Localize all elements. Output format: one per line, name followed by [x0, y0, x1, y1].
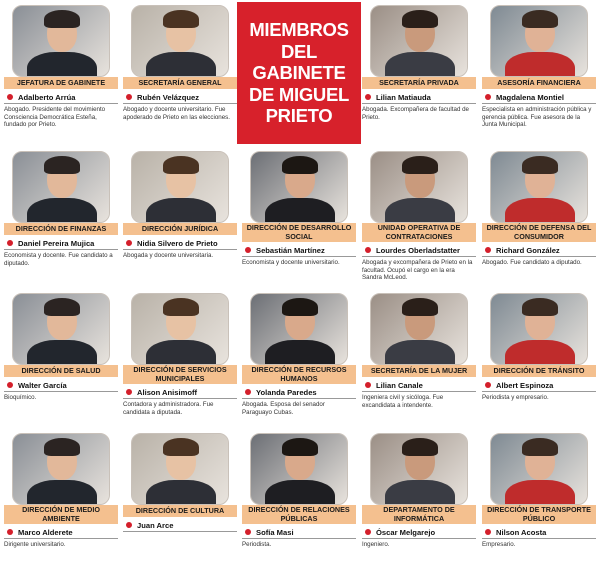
- role-label: DIRECCIÓN DE CULTURA: [123, 505, 237, 517]
- name-row: [362, 244, 476, 257]
- name-row: [362, 379, 476, 392]
- portrait-photo: [370, 433, 468, 505]
- person-name: Daniel Pereira Mujica: [18, 238, 95, 248]
- person-description: Ingeniero.: [362, 541, 390, 548]
- person-name: Nidia Silvero de Prieto: [137, 238, 218, 248]
- role-label: DIRECCIÓN DE SALUD: [4, 365, 118, 377]
- portrait-photo: [131, 433, 229, 505]
- bullet-icon: [7, 240, 13, 246]
- portrait-photo: [12, 293, 110, 365]
- portrait-photo: [12, 5, 110, 77]
- cabinet-card: [360, 290, 478, 430]
- role-label: SECRETARÍA PRIVADA: [362, 77, 476, 89]
- role-label: JEFATURA DE GABINETE: [4, 77, 118, 89]
- person-name: Lilian Matiauda: [376, 92, 431, 102]
- role-label: DIRECCIÓN DE DESARROLLO SOCIAL: [242, 223, 356, 242]
- name-row: [242, 244, 356, 257]
- portrait-photo: [370, 5, 468, 77]
- name-row: [123, 386, 237, 399]
- person-name: Nilson Acosta: [496, 527, 547, 537]
- cabinet-card: [2, 430, 120, 561]
- portrait-photo: [370, 293, 468, 365]
- person-description: Bioquímico.: [4, 394, 37, 401]
- cabinet-card: [360, 430, 478, 561]
- cabinet-card: [240, 290, 358, 430]
- portrait-photo: [250, 293, 348, 365]
- person-description: Abogado. Presidente del movimiento Consciencia Democrática Esteña, fundado por Prieto.: [4, 106, 106, 129]
- portrait-photo: [490, 5, 588, 77]
- portrait-photo: [131, 151, 229, 223]
- cabinet-card: [360, 148, 478, 288]
- bullet-icon: [365, 247, 371, 253]
- name-row: [482, 379, 596, 392]
- person-name: Alison Anisimoff: [137, 387, 198, 397]
- person-description: Abogada. Esposa del senador Paraguayo Cubas.: [242, 401, 325, 416]
- person-description: Empresario.: [482, 541, 516, 548]
- bullet-icon: [245, 247, 251, 253]
- person-name: Juan Arce: [137, 520, 174, 530]
- person-name: Walter García: [18, 380, 67, 390]
- name-row: [482, 526, 596, 539]
- name-row: [4, 91, 118, 104]
- person-name: Sofía Masi: [256, 527, 294, 537]
- cabinet-card: [480, 430, 598, 561]
- name-row: [482, 91, 596, 104]
- person-description: Abogada y docente universitaria.: [123, 252, 214, 259]
- cabinet-card: [2, 290, 120, 430]
- cabinet-card: [240, 148, 358, 288]
- person-name: Lilian Canale: [376, 380, 423, 390]
- person-name: Albert Espinoza: [496, 380, 554, 390]
- portrait-photo: [12, 151, 110, 223]
- role-label: DIRECCIÓN DE RECURSOS HUMANOS: [242, 365, 356, 384]
- role-label: DIRECCIÓN DE TRÁNSITO: [482, 365, 596, 377]
- person-name: Óscar Melgarejo: [376, 527, 436, 537]
- bullet-icon: [485, 529, 491, 535]
- name-row: [482, 244, 596, 257]
- cabinet-card: [480, 148, 598, 288]
- person-name: Sebastián Martínez: [256, 245, 325, 255]
- portrait-photo: [490, 433, 588, 505]
- name-row: [362, 91, 476, 104]
- cabinet-card: [240, 430, 358, 561]
- role-label: SECRETARÍA DE LA MUJER: [362, 365, 476, 377]
- bullet-icon: [485, 94, 491, 100]
- portrait-photo: [12, 433, 110, 505]
- title-line: DE MIGUEL: [248, 83, 350, 105]
- name-row: [123, 519, 237, 532]
- role-label: UNIDAD OPERATIVA DE CONTRATACIONES: [362, 223, 476, 242]
- bullet-icon: [7, 529, 13, 535]
- name-row: [123, 237, 237, 250]
- bullet-icon: [365, 94, 371, 100]
- bullet-icon: [485, 382, 491, 388]
- role-label: SECRETARÍA GENERAL: [123, 77, 237, 89]
- name-row: [242, 526, 356, 539]
- bullet-icon: [126, 522, 132, 528]
- bullet-icon: [7, 382, 13, 388]
- portrait-photo: [250, 433, 348, 505]
- role-label: DIRECCIÓN DE DEFENSA DEL CONSUMIDOR: [482, 223, 596, 242]
- bullet-icon: [126, 240, 132, 246]
- person-description: Dirigente universitario.: [4, 541, 66, 548]
- title-line: DEL: [280, 40, 318, 62]
- portrait-photo: [131, 5, 229, 77]
- bullet-icon: [365, 529, 371, 535]
- cabinet-card: [480, 2, 598, 142]
- person-name: Marco Alderete: [18, 527, 73, 537]
- cabinet-card: [121, 290, 239, 430]
- name-row: [242, 386, 356, 399]
- person-description: Abogado. Fue candidato a diputado.: [482, 259, 582, 266]
- person-description: Economista y docente universitario.: [242, 259, 340, 266]
- person-name: Magdalena Montiel: [496, 92, 564, 102]
- person-description: Abogado y docente universitario. Fue apoderado de Prieto en las elecciones.: [123, 106, 230, 121]
- role-label: ASESORÍA FINANCIERA: [482, 77, 596, 89]
- title-line: MIEMBROS: [249, 19, 349, 41]
- role-label: DIRECCIÓN DE FINANZAS: [4, 223, 118, 235]
- role-label: DIRECCIÓN JURÍDICA: [123, 223, 237, 235]
- person-description: Abogada y excompañera de Prieto en la facultad. Ocupó el cargo en la era Sandra McLeod.: [362, 259, 473, 282]
- bullet-icon: [126, 389, 132, 395]
- cabinet-card: [121, 2, 239, 142]
- role-label: DIRECCIÓN DE TRANSPORTE PÚBLICO: [482, 505, 596, 524]
- person-name: Yolanda Paredes: [256, 387, 317, 397]
- role-label: DIRECCIÓN DE RELACIONES PÚBLICAS: [242, 505, 356, 524]
- cabinet-card: [360, 2, 478, 142]
- person-description: Especialista en administración pública y gerencia pública. Fue asesora de la Junta Municipal.: [482, 106, 592, 129]
- name-row: [123, 91, 237, 104]
- person-description: Periodista y empresario.: [482, 394, 549, 401]
- portrait-photo: [370, 151, 468, 223]
- title-line: PRIETO: [265, 105, 333, 127]
- title-box: [237, 2, 361, 144]
- bullet-icon: [365, 382, 371, 388]
- name-row: [4, 526, 118, 539]
- cabinet-card: [480, 290, 598, 430]
- person-name: Adalberto Arrúa: [18, 92, 76, 102]
- cabinet-card: [2, 148, 120, 288]
- cabinet-card: [2, 2, 120, 142]
- title-line: GABINETE: [252, 62, 346, 84]
- bullet-icon: [7, 94, 13, 100]
- name-row: [4, 379, 118, 392]
- role-label: DEPARTAMENTO DE INFORMÁTICA: [362, 505, 476, 524]
- person-name: Richard González: [496, 245, 560, 255]
- person-description: Ingeniera civil y sicóloga. Fue excandidata a intendente.: [362, 394, 444, 409]
- person-description: Economista y docente. Fue candidato a diputado.: [4, 252, 113, 267]
- bullet-icon: [126, 94, 132, 100]
- name-row: [362, 526, 476, 539]
- portrait-photo: [250, 151, 348, 223]
- person-name: Rubén Velázquez: [137, 92, 200, 102]
- person-description: Periodista.: [242, 541, 272, 548]
- bullet-icon: [245, 529, 251, 535]
- cabinet-card: [121, 430, 239, 561]
- portrait-photo: [490, 293, 588, 365]
- portrait-photo: [131, 293, 229, 365]
- person-name: Lourdes Oberladstatter: [376, 245, 460, 255]
- role-label: DIRECCIÓN DE MEDIO AMBIENTE: [4, 505, 118, 524]
- bullet-icon: [485, 247, 491, 253]
- person-description: Contadora y administradora. Fue candidata a diputada.: [123, 401, 214, 416]
- cabinet-card: [121, 148, 239, 288]
- bullet-icon: [245, 389, 251, 395]
- role-label: DIRECCIÓN DE SERVICIOS MUNICIPALES: [123, 365, 237, 384]
- portrait-photo: [490, 151, 588, 223]
- name-row: [4, 237, 118, 250]
- person-description: Abogada. Excompañera de facultad de Prieto.: [362, 106, 469, 121]
